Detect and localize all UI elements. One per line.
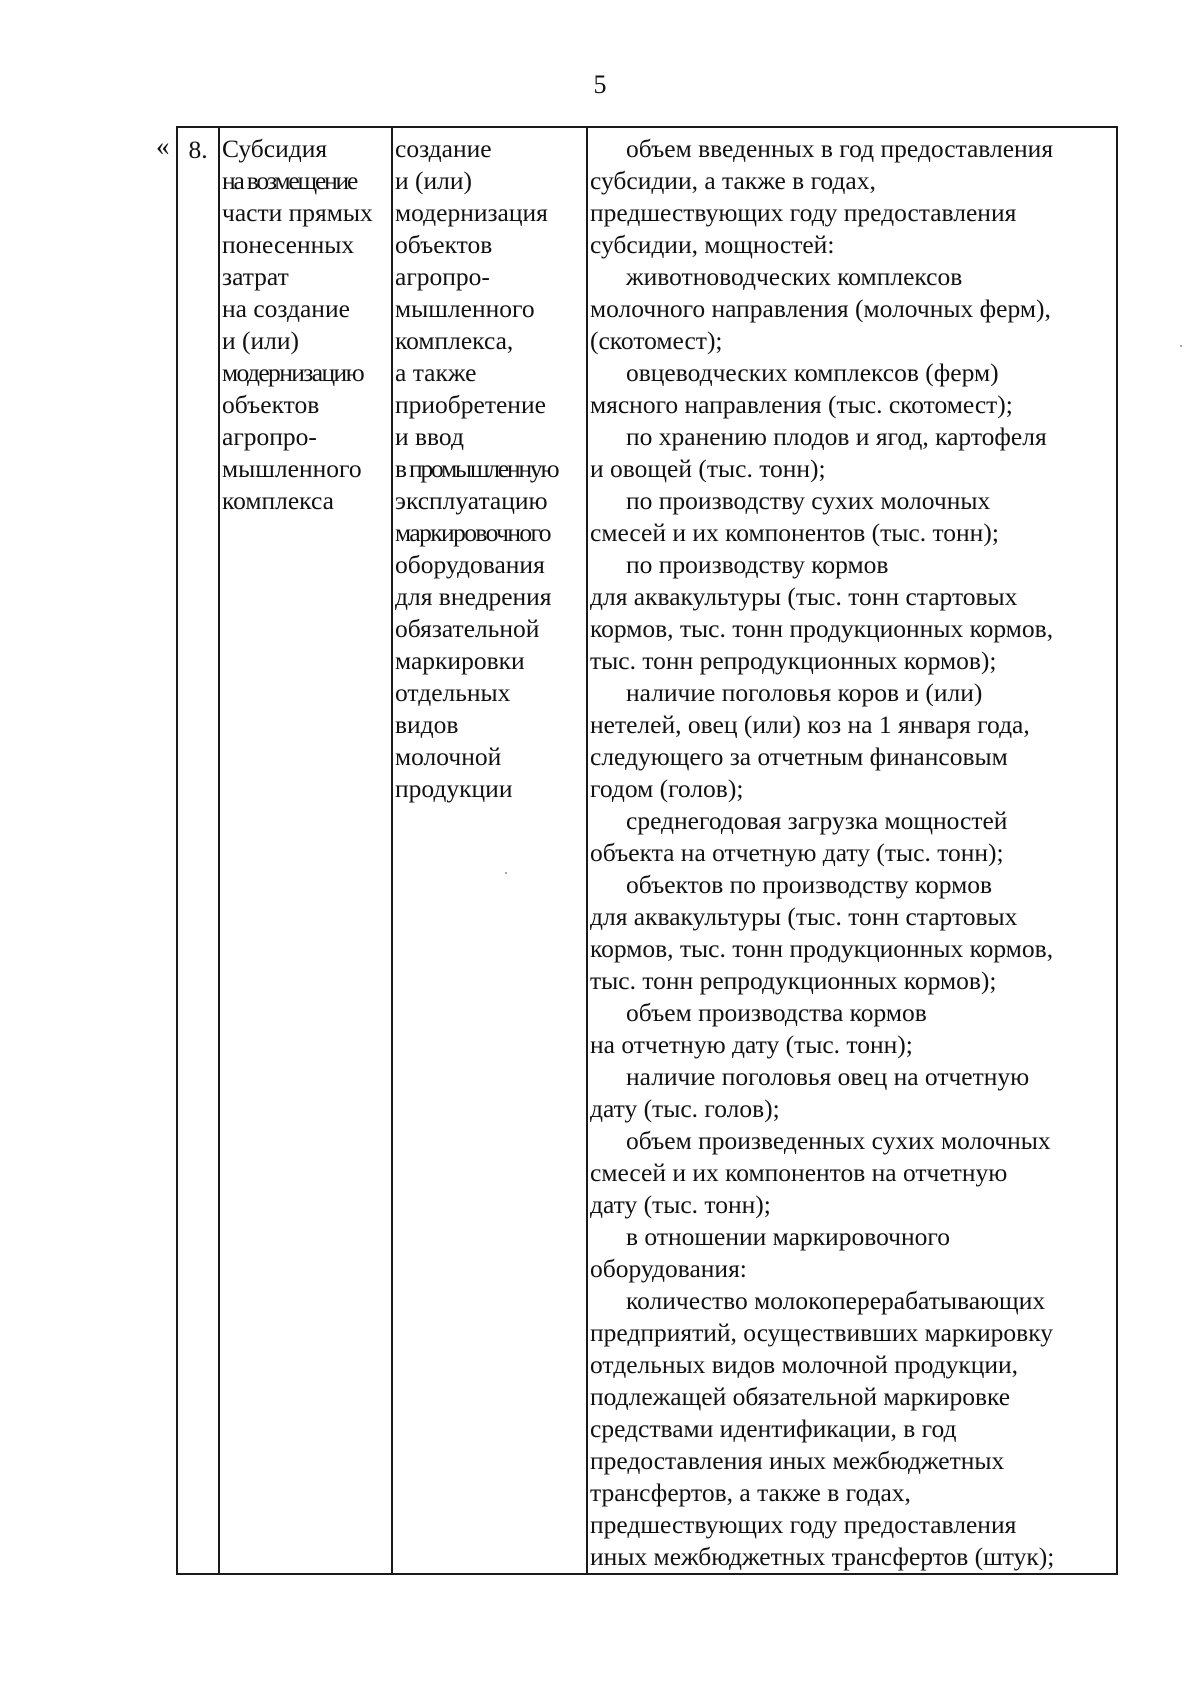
indicator-line: дату (тыс. тонн);: [590, 1190, 771, 1219]
indicator-line: подлежащей обязательной маркировке: [590, 1382, 1011, 1411]
indicator-line: по хранению плодов и ягод, картофеля: [626, 422, 1047, 451]
subsidy-name-line: объектов: [222, 390, 320, 419]
subsidy-goal-line: маркировки: [395, 646, 525, 675]
subsidy-name-cell: [219, 127, 392, 1574]
indicator-line: среднегодовая загрузка мощностей: [626, 806, 1008, 835]
subsidy-goal-line: а также: [395, 358, 477, 387]
subsidy-goal-line: объектов: [395, 230, 493, 259]
subsidy-goal-line: видов: [395, 710, 459, 739]
subsidy-name-line: модернизацию: [222, 358, 364, 387]
indicator-line: по производству кормов: [626, 550, 889, 579]
indicator-line: дату (тыс. голов);: [590, 1094, 780, 1123]
subsidy-name-line: комплекса: [222, 486, 334, 515]
indicator-line: объекта на отчетную дату (тыс. тонн);: [590, 838, 1004, 867]
opening-quote-mark: «: [156, 131, 170, 161]
indicator-line: объем производства кормов: [626, 998, 927, 1027]
indicator-line: в отношении маркировочного: [626, 1222, 950, 1251]
indicator-line: (скотомест);: [590, 326, 723, 355]
indicator-line: объектов по производству кормов: [626, 870, 993, 899]
row-number: 8.: [188, 135, 208, 164]
subsidy-name-line: агропро-: [222, 422, 317, 451]
indicator-line: объем введенных в год предоставления: [626, 134, 1054, 163]
subsidy-goal-line: в промышленную: [395, 454, 558, 483]
indicator-line: объем произведенных сухих молочных: [626, 1126, 1051, 1155]
indicator-line: годом (голов);: [590, 774, 744, 803]
indicator-line: иных межбюджетных трансфертов (штук);: [590, 1542, 1055, 1571]
indicator-line: нетелей, овец (или) коз на 1 января года,: [590, 710, 1030, 739]
subsidy-goal-line: оборудования: [395, 550, 545, 579]
subsidy-goal-line: и ввод: [395, 422, 464, 451]
indicator-line: субсидии, а также в годах,: [590, 166, 876, 195]
subsidy-goal-line: молочной: [395, 742, 502, 771]
subsidy-goal-line: агропро-: [395, 262, 490, 291]
subsidy-name-line: на создание: [222, 294, 350, 323]
indicator-line: кормов, тыс. тонн продукционных кормов,: [590, 614, 1054, 643]
indicator-line: следующего за отчетным финансовым: [590, 742, 1008, 771]
indicator-line: наличие поголовья овец на отчетную: [626, 1062, 1030, 1091]
indicator-line: мясного направления (тыс. скотомест);: [590, 390, 1013, 419]
indicator-line: молочного направления (молочных ферм),: [590, 294, 1051, 323]
subsidy-name-line: и (или): [222, 326, 300, 355]
subsidy-table: [176, 126, 1118, 1575]
subsidy-name-line: затрат: [222, 262, 289, 291]
subsidy-goal-line: продукции: [395, 774, 513, 803]
indicator-line: оборудования:: [590, 1254, 747, 1283]
indicator-line: для аквакультуры (тыс. тонн стартовых: [590, 902, 1018, 931]
indicator-line: кормов, тыс. тонн продукционных кормов,: [590, 934, 1054, 963]
indicator-line: овцеводческих комплексов (ферм): [626, 358, 999, 387]
indicator-line: трансфертов, а также в годах,: [590, 1478, 911, 1507]
indicators-cell: [587, 127, 1117, 1574]
indicator-line: смесей и их компонентов на отчетную: [590, 1158, 1008, 1187]
subsidy-goal-line: обязательной: [395, 614, 540, 643]
indicator-line: субсидии, мощностей:: [590, 230, 835, 259]
indicator-line: тыс. тонн репродукционных кормов);: [590, 646, 997, 675]
subsidy-name-line: части прямых: [222, 198, 373, 227]
subsidy-goal-line: маркировочного: [395, 518, 550, 547]
scan-speck: [505, 872, 507, 874]
indicator-line: предоставления иных межбюджетных: [590, 1446, 1005, 1475]
subsidy-name-line: на возмещение: [222, 166, 357, 195]
subsidy-name-line: Субсидия: [222, 134, 328, 163]
subsidy-goal-cell: [392, 127, 587, 1574]
indicator-line: предшествующих году предоставления: [590, 1510, 1017, 1539]
indicator-line: наличие поголовья коров и (или): [626, 678, 983, 707]
indicator-line: предшествующих году предоставления: [590, 198, 1017, 227]
subsidy-goal-line: создание: [395, 134, 492, 163]
indicator-line: отдельных видов молочной продукции,: [590, 1350, 1019, 1379]
subsidy-goal-line: модернизация: [395, 198, 548, 227]
subsidy-goal-line: мышленного: [395, 294, 535, 323]
indicator-line: и овощей (тыс. тонн);: [590, 454, 826, 483]
subsidy-goal-line: эксплуатацию: [395, 486, 548, 515]
subsidy-goal-line: и (или): [395, 166, 473, 195]
subsidy-name-line: мышленного: [222, 454, 362, 483]
indicator-line: на отчетную дату (тыс. тонн);: [590, 1030, 913, 1059]
indicator-line: предприятий, осуществивших маркировку: [590, 1318, 1053, 1347]
indicator-line: средствами идентификации, в год: [590, 1414, 957, 1443]
indicator-line: количество молокоперерабатывающих: [626, 1286, 1046, 1315]
subsidy-name-line: понесенных: [222, 230, 355, 259]
page-number: 5: [593, 70, 607, 99]
indicator-line: смесей и их компонентов (тыс. тонн);: [590, 518, 999, 547]
table-row: [177, 127, 1117, 1574]
indicator-line: для аквакультуры (тыс. тонн стартовых: [590, 582, 1018, 611]
row-number-cell: [177, 127, 219, 1574]
indicator-line: по производству сухих молочных: [626, 486, 991, 515]
scan-speck: [1180, 345, 1182, 347]
subsidy-goal-line: отдельных: [395, 678, 511, 707]
subsidy-goal-line: для внедрения: [395, 582, 552, 611]
subsidy-goal-line: приобретение: [395, 390, 546, 419]
indicator-line: животноводческих комплексов: [626, 262, 963, 291]
indicator-line: тыс. тонн репродукционных кормов);: [590, 966, 997, 995]
subsidy-goal-line: комплекса,: [395, 326, 514, 355]
